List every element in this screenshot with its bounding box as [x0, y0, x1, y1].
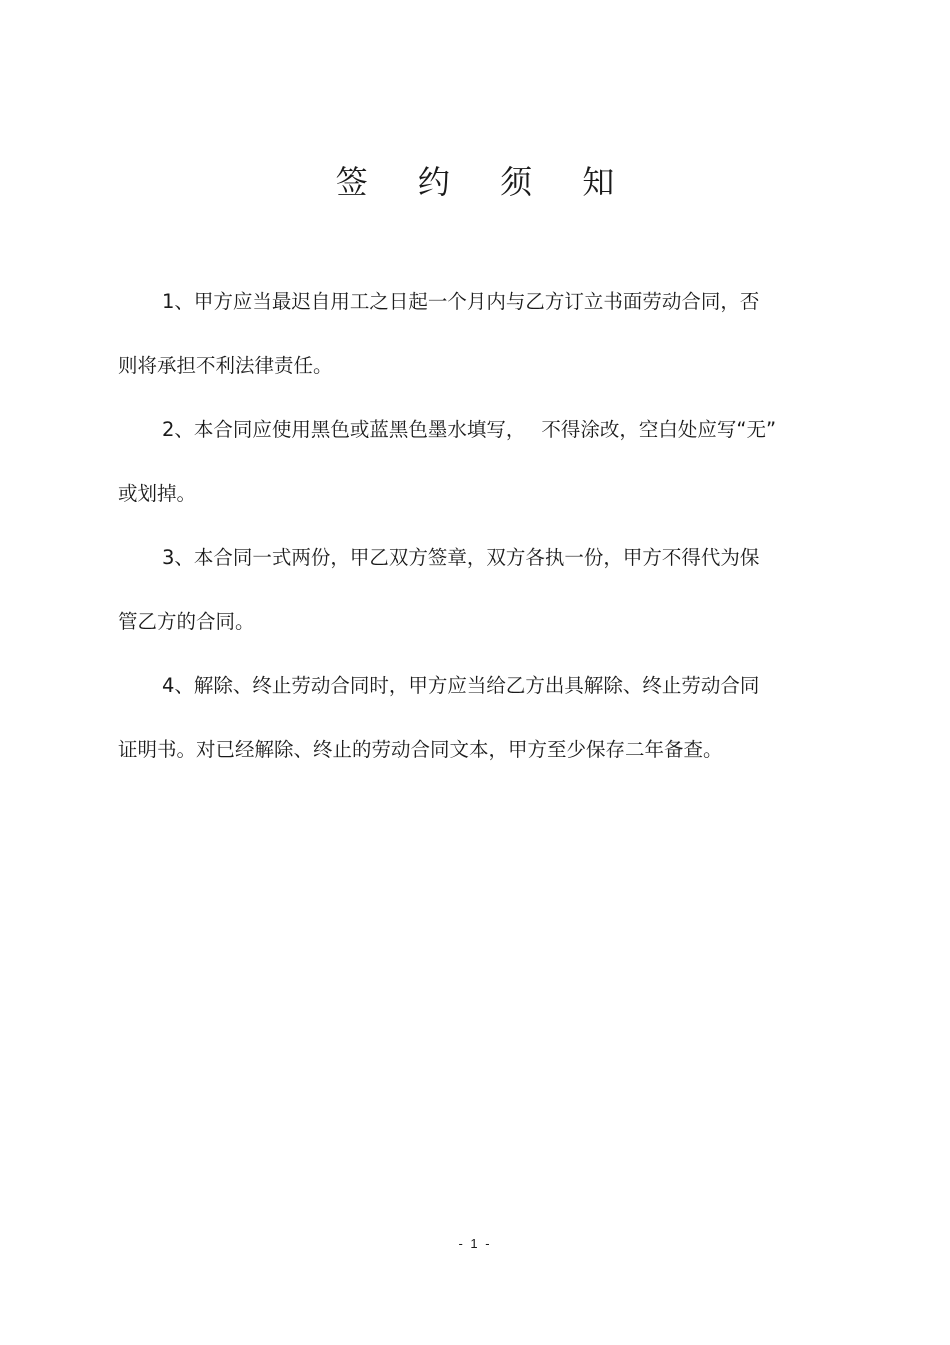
clause-4-line-1: 4、解除、终止劳动合同时，甲方应当给乙方出具解除、终止劳动合同 — [162, 674, 760, 697]
page-title: 签 约 须 知 — [335, 163, 635, 201]
page-number: - 1 - — [458, 1236, 492, 1251]
clause-3 — [118, 542, 818, 670]
clause-2-line-2: 或划掉。 — [118, 482, 197, 505]
clause-1-line-1: 1、甲方应当最迟自用工之日起一个月内与乙方订立书面劳动合同，否 — [162, 290, 760, 313]
clause-2 — [118, 414, 818, 542]
clause-3-line-1: 3、本合同一式两份，甲乙双方签章，双方各执一份，甲方不得代为保 — [162, 546, 760, 569]
clause-1 — [118, 286, 818, 414]
clause-4-line-2: 证明书。对已经解除、终止的劳动合同文本，甲方至少保存二年备查。 — [118, 738, 723, 761]
clause-3-line-2: 管乙方的合同。 — [118, 610, 255, 633]
clause-4 — [118, 670, 818, 798]
clause-1-line-2: 则将承担不利法律责任。 — [118, 354, 333, 377]
clause-2-line-1: 2、本合同应使用黑色或蓝黑色墨水填写， 不得涂改，空白处应写“无” — [162, 418, 777, 441]
